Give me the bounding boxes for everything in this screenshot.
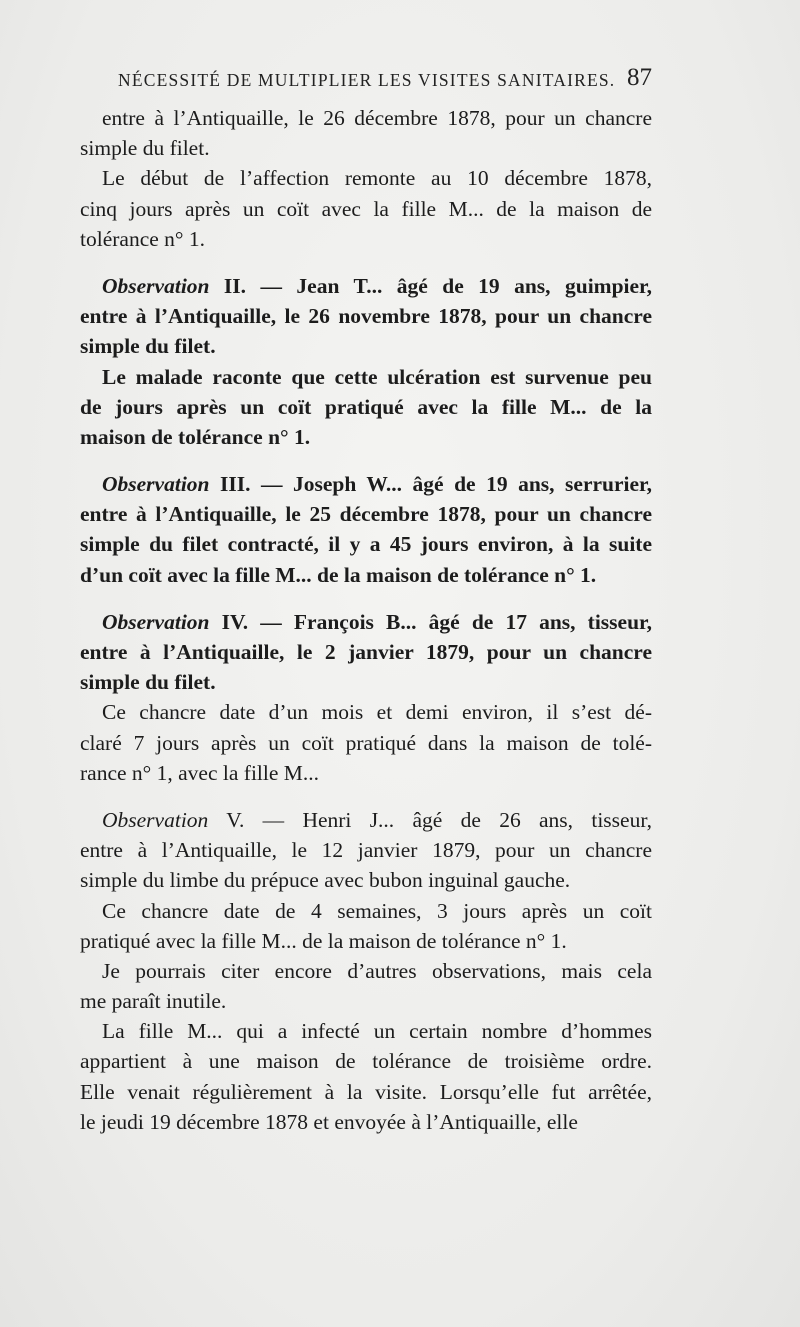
text-line	[80, 529, 652, 559]
line-text: IV. — François B... âgé de 17 ans, tisseur,	[209, 609, 652, 634]
page-number: 87	[627, 64, 652, 91]
text-line	[80, 1016, 652, 1046]
text-line	[80, 835, 652, 865]
line-text: Le début de l’affection remonte au 10 décembre 1878,	[102, 166, 652, 191]
line-text: appartient à une maison de tolérance de troisième ordre.	[80, 1049, 652, 1074]
observation-paragraph	[80, 469, 652, 590]
text-line	[80, 607, 652, 637]
text-line	[80, 422, 652, 452]
text-line	[80, 986, 652, 1016]
line-text: entre à l’Antiquaille, le 2 janvier 1879, pour un chancre	[80, 640, 652, 664]
observation-paragraph	[80, 271, 652, 362]
line-text: d’un coït avec la fille M... de la maison de tolérance n° 1.	[80, 562, 597, 587]
observation-label: Observation	[102, 472, 210, 497]
text-line	[80, 560, 652, 590]
text-line	[80, 224, 652, 254]
text-line	[80, 469, 652, 499]
text-line	[80, 926, 652, 956]
text-line	[80, 271, 652, 301]
text-line	[80, 896, 652, 926]
line-text: simple du filet.	[80, 136, 210, 161]
text-line	[80, 1046, 652, 1076]
line-text: entre à l’Antiquaille, le 25 décembre 1878, pour un chancre	[80, 502, 652, 527]
line-text: de jours après un coït pratiqué avec la fille M... de la	[80, 394, 652, 419]
text-line	[80, 637, 652, 667]
text-line	[80, 758, 652, 788]
line-text: le jeudi 19 décembre 1878 et envoyée à l’Antiquaille, elle	[80, 1109, 578, 1134]
paragraph	[80, 896, 652, 956]
observation-label: Observation	[102, 807, 209, 832]
line-text: tolérance n° 1.	[80, 226, 206, 251]
line-text: pratiqué avec la fille M... de la maison de tolérance n° 1.	[80, 928, 567, 953]
line-text: claré 7 jours après un coït pratiqué dans la maison de tolé-	[80, 730, 652, 755]
line-text: entre à l’Antiquaille, le 26 novembre 1878, pour un chancre	[80, 304, 652, 329]
paragraph	[80, 956, 652, 1016]
line-text: cinq jours après un coït avec la fille M... de la maison de	[80, 196, 652, 221]
text-line	[80, 331, 652, 361]
paragraph-gap	[80, 254, 652, 271]
paragraph	[80, 163, 652, 254]
line-text: Le malade raconte que cette ulcération est survenue peu	[102, 364, 652, 389]
line-text: entre à l’Antiquaille, le 26 décembre 1878, pour un chancre	[102, 106, 652, 130]
line-text: III. — Joseph W... âgé de 19 ans, serrurier,	[209, 472, 652, 497]
line-text: simple du filet.	[80, 670, 216, 695]
line-text: Ce chancre date d’un mois et demi environ, il s’est dé-	[102, 700, 652, 725]
line-text: simple du limbe du prépuce avec bubon inguinal gauche.	[80, 868, 571, 893]
line-text: me paraît inutile.	[80, 989, 227, 1014]
text-line	[80, 301, 652, 331]
text-line	[80, 133, 652, 163]
observation-paragraph	[80, 805, 652, 896]
line-text: entre à l’Antiquaille, le 12 janvier 1879, pour un chancre	[80, 838, 652, 863]
text-line	[80, 103, 652, 133]
text-line	[80, 362, 652, 392]
line-text: maison de tolérance n° 1.	[80, 424, 311, 449]
text-line	[80, 1107, 652, 1137]
observation-paragraph	[80, 607, 652, 698]
line-text: simple du filet contracté, il y a 45 jours environ, à la suite	[80, 532, 652, 557]
text-line	[80, 1077, 652, 1107]
text-line	[80, 667, 652, 697]
text-line	[80, 805, 652, 835]
paragraph	[80, 362, 652, 453]
paragraph	[80, 697, 652, 788]
paragraph	[80, 103, 652, 163]
running-title: NÉCESSITÉ DE MULTIPLIER LES VISITES SANITAIRES.	[118, 70, 616, 90]
line-text: rance n° 1, avec la fille M...	[80, 760, 320, 785]
observation-label: Observation	[102, 609, 210, 634]
line-text: II. — Jean T... âgé de 19 ans, guimpier,	[209, 273, 652, 298]
text-line	[80, 956, 652, 986]
text-line	[80, 697, 652, 727]
observation-label: Observation	[102, 273, 210, 298]
text-line	[80, 728, 652, 758]
text-line	[80, 865, 652, 895]
paragraph-gap	[80, 452, 652, 469]
line-text: Ce chancre date de 4 semaines, 3 jours après un coït	[102, 898, 652, 923]
page-header	[118, 64, 652, 96]
text-line	[80, 194, 652, 224]
line-text: V. — Henri J... âgé de 26 ans, tisseur,	[208, 807, 652, 832]
text-body	[80, 103, 652, 1137]
paragraph-gap	[80, 590, 652, 607]
line-text: La fille M... qui a infecté un certain nombre d’hommes	[102, 1019, 652, 1044]
paragraph	[80, 1016, 652, 1137]
text-line	[80, 392, 652, 422]
text-line	[80, 499, 652, 529]
line-text: simple du filet.	[80, 334, 216, 359]
line-text: Je pourrais citer encore d’autres observations, mais cela	[102, 958, 652, 983]
paragraph-gap	[80, 788, 652, 805]
line-text: Elle venait régulièrement à la visite. Lorsqu’elle fut arrêtée,	[80, 1079, 652, 1104]
text-line	[80, 163, 652, 193]
